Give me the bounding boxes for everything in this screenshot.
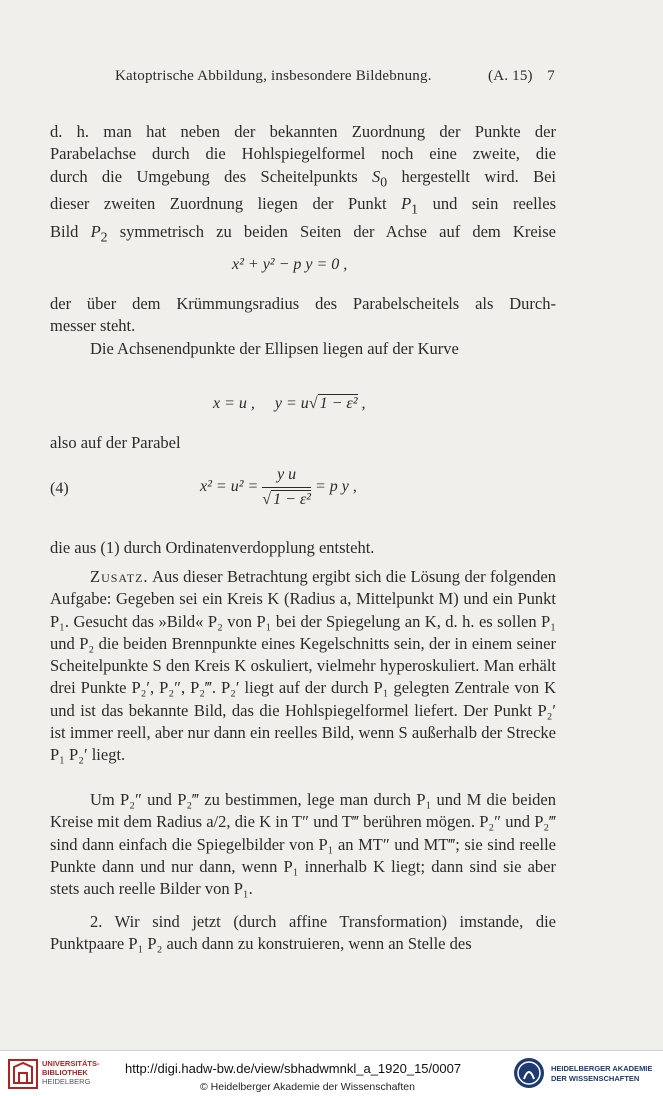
page-number: 7 [547,68,555,84]
text-line: also auf der Parabel [50,433,181,452]
formula-curve: x = u , y = u√ 1 − ε² , [213,395,366,412]
text-line: Bild $P_2$ symmetrisch zu beiden Seiten der Achse auf dem Kreise [50,221,556,245]
running-header [115,68,555,85]
paragraph-zusatz [50,566,556,767]
university-library-logo [8,1059,38,1089]
text-line: der über dem Krümmungsradius des Parabelscheitels als Durch- [50,294,556,313]
paragraph-parabola [50,432,556,454]
zusatz-text: Aus dieser Betrachtung ergibt sich die Lösung der folgenden Aufgabe: Gegeben sei ein Kreis K (Radius a, Mittelpunkt M) und ein Punkt P₁. Gesucht das »Bild« P₂ von P₁ bei der Spiegelung an K, d. h. es sollen P₁ und P₂ die beiden Brennpunkte eines Kegelschnitts sein, der in einem seiner Scheitelpunkte S den Kreis K oskuliert, vielmehr hyperoskuliert. Man erhält drei Punkte P₂′, P₂″, P₂‴. P₂′ liegt auf der durch P₁ gelegten Zentrale von K und ist das bekannte Bild, das die Hohlspiegelformel liefert. Der Punkt P₂′ ist immer reell, aber nur dann ein reelles Bild, wenn S außerhalb der Strecke P₁ P₂′ liegt. [50,567,557,765]
text-line: messer steht. [50,316,136,336]
header-reference: (A. 15) [488,68,533,84]
text-line: d. h. man hat neben der bekannten Zuordnung der Punkte der [50,122,556,141]
paragraph-section-2 [50,911,556,956]
equation-number: (4) [50,480,69,497]
text-line: Die Achsenendpunkte der Ellipsen liegen auf der Kurve [90,338,459,358]
permalink[interactable]: http://digi.hadw-bw.de/view/sbhadwmnkl_a_1920_15/0007 [125,1061,462,1076]
header-title: Katoptrische Abbildung, insbesondere Bildebnung. [115,68,432,84]
text-line: dieser zweiten Zuordnung liegen der Punkt $P_1$ und sein reelles [50,194,557,217]
section-2-text: 2. Wir sind jetzt (durch affine Transformation) imstande, die Punktpaare P₁ P₂ auch dann zu konstruieren, wenn an Stelle des [50,912,556,954]
text-line: Parabelachse durch die Hohlspiegelformel noch eine zweite, die [50,144,556,164]
paragraph-radius [50,293,556,360]
academy-logo [513,1057,545,1089]
paragraph-um [50,789,556,900]
university-library-name: UNIVERSITÄTS- BIBLIOTHEK HEIDELBERG [42,1059,100,1086]
copyright: © Heidelberger Akademie der Wissenschaften [200,1081,415,1093]
text-line: die aus (1) durch Ordinatenverdopplung entsteht. [50,538,375,557]
formula-parabola: x² = u² = $\frac{\text{y u}}{\text{√ 1 − ε²}}$ = p y , [200,466,357,508]
viewer-footer [0,1050,663,1096]
paragraph-derivation [50,537,556,559]
formula-circle: x² + y² − p y = 0 , [232,256,348,273]
um-text: Um P₂″ und P₂‴ zu bestimmen, lege man durch P₁ und M die beiden Kreise mit dem Radius a/2, die K in T″ und T‴ berühren mögen. P₂″ und P₂‴ sind dann einfach die Spiegelbilder von P₁ an MT″ und MT‴; sie sind reelle Punkte dann und nur dann, wenn P₁ innerhalb K liegt; dann sind sie aber stets auch reelle Bilder von P₁. [50,790,556,899]
zusatz-label: Zusatz. [90,567,149,586]
text-line: durch die Umgebung des Scheitelpunkts $S_0$ hergestellt wird. Bei [50,166,556,189]
paragraph-intro [50,121,556,248]
academy-name: HEIDELBERGER AKADEMIE DER WISSENSCHAFTEN [551,1064,653,1083]
